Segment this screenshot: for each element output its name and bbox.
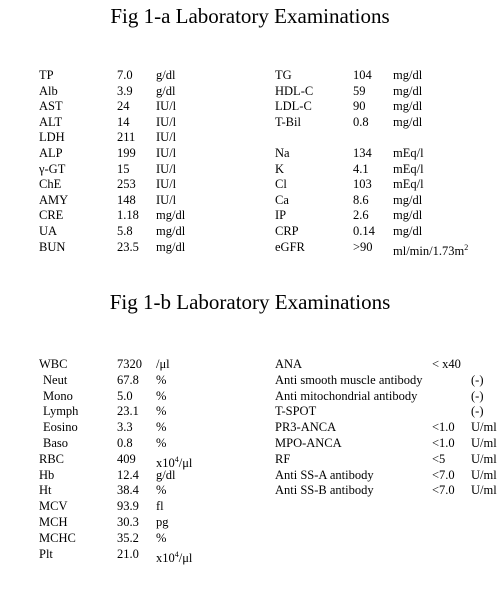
lab-unit-text: mg/dl xyxy=(393,68,423,82)
lab-unit xyxy=(156,499,164,515)
lab-unit-text: % xyxy=(156,388,167,403)
lab-test-name: PR3-ANCA xyxy=(275,420,337,435)
lab-value: 103 xyxy=(353,177,372,192)
lab-unit-suffix: /μl xyxy=(178,455,193,470)
lab-test-name: CRE xyxy=(39,208,64,223)
lab-test-name: Anti mitochondrial antibody xyxy=(275,388,418,403)
lab-value: 67.8 xyxy=(117,372,139,387)
lab-unit-text: mg/dl xyxy=(393,223,423,238)
lab-test-name: TP xyxy=(39,68,54,82)
lab-unit xyxy=(393,115,422,131)
lab-value: 14 xyxy=(117,114,130,129)
lab-unit-text: IU/l xyxy=(156,177,177,192)
lab-test-name: MCHC xyxy=(39,530,76,545)
unit-superscript: 4 xyxy=(174,549,179,559)
lab-unit xyxy=(156,224,185,240)
lab-test-name: Alb xyxy=(39,83,58,98)
lab-unit xyxy=(156,99,176,115)
unit-superscript: 2 xyxy=(464,242,469,252)
lab-unit-text: x10 xyxy=(156,455,175,470)
lab-value: 3.3 xyxy=(117,420,133,435)
lab-value: 59 xyxy=(353,83,366,98)
lab-unit xyxy=(393,193,422,209)
unit-superscript: 4 xyxy=(174,454,179,464)
lab-unit xyxy=(393,240,468,260)
lab-unit-text: g/dl xyxy=(156,467,176,482)
lab-value: 38.4 xyxy=(117,483,139,498)
lab-unit-text: % xyxy=(156,483,167,498)
lab-value: 21.0 xyxy=(117,546,139,561)
lab-unit-text: % xyxy=(156,372,167,387)
lab-unit-text: U/ml xyxy=(471,451,497,466)
lab-unit xyxy=(393,99,422,115)
lab-test-name: Eosino xyxy=(43,420,78,435)
lab-unit xyxy=(156,468,175,484)
lab-test-name: Anti smooth muscle antibody xyxy=(275,372,423,387)
lab-unit xyxy=(156,130,176,146)
lab-unit-text: pg xyxy=(156,514,169,529)
lab-unit-text: g/dl xyxy=(156,68,176,82)
lab-unit xyxy=(471,436,497,452)
lab-value: (-) xyxy=(471,388,484,403)
lab-test-name: T-SPOT xyxy=(275,404,317,419)
lab-test-name: BUN xyxy=(39,239,66,254)
lab-value: < x40 xyxy=(432,357,461,371)
lab-unit-text: % xyxy=(156,420,167,435)
lab-unit-text: mg/dl xyxy=(393,192,423,207)
lab-unit xyxy=(156,240,185,256)
lab-test-name: CRP xyxy=(275,223,299,238)
lab-test-name: Hb xyxy=(39,467,55,482)
lab-value: 0.14 xyxy=(353,223,375,238)
lab-unit-text: mEq/l xyxy=(393,177,424,192)
lab-unit-text: g/dl xyxy=(156,83,176,98)
lab-test-name: ChE xyxy=(39,177,62,192)
lab-value: 35.2 xyxy=(117,530,139,545)
lab-unit xyxy=(156,483,166,499)
lab-unit-text: U/ml xyxy=(471,483,497,498)
lab-test-name: eGFR xyxy=(275,239,305,254)
lab-unit-text: IU/l xyxy=(156,161,177,176)
lab-value: 3.9 xyxy=(117,83,133,98)
lab-unit xyxy=(156,373,166,389)
lab-value: 93.9 xyxy=(117,499,139,514)
lab-value: 2.6 xyxy=(353,208,369,223)
lab-unit xyxy=(393,84,422,100)
lab-value: 148 xyxy=(117,192,136,207)
lab-unit xyxy=(156,547,192,567)
lab-test-name: AST xyxy=(39,99,63,114)
lab-unit xyxy=(156,357,170,373)
lab-unit xyxy=(156,162,176,178)
lab-unit xyxy=(156,420,166,436)
lab-unit xyxy=(156,177,176,193)
lab-value: 24 xyxy=(117,99,130,114)
lab-test-name: ANA xyxy=(275,357,303,371)
lab-unit-suffix: /μl xyxy=(178,550,193,565)
lab-unit xyxy=(471,483,497,499)
lab-test-name: Ca xyxy=(275,192,289,207)
lab-unit-text: mg/dl xyxy=(393,114,423,129)
lab-unit xyxy=(156,404,166,420)
lab-test-name: LDL-C xyxy=(275,99,312,114)
lab-unit xyxy=(471,452,497,468)
lab-value: 134 xyxy=(353,145,372,160)
lab-unit xyxy=(156,531,166,547)
lab-value: (-) xyxy=(471,372,484,387)
lab-unit-text: x10 xyxy=(156,550,175,565)
lab-value: 0.8 xyxy=(353,114,369,129)
lab-unit xyxy=(156,193,176,209)
lab-unit-text: mg/dl xyxy=(156,208,186,223)
lab-value: 4.1 xyxy=(353,161,369,176)
lab-value: 7320 xyxy=(117,357,142,371)
fig-1b-title: Fig 1-b Laboratory Examinations xyxy=(109,290,391,314)
lab-test-name: RF xyxy=(275,451,291,466)
lab-value: 12.4 xyxy=(117,467,139,482)
lab-test-name: ALP xyxy=(39,145,63,160)
lab-value: 211 xyxy=(117,130,136,145)
lab-unit-text: IU/l xyxy=(156,114,177,129)
lab-value: 409 xyxy=(117,451,136,466)
lab-unit-text: mg/dl xyxy=(393,208,423,223)
lab-value: <1.0 xyxy=(432,435,455,450)
lab-unit-text: IU/l xyxy=(156,99,177,114)
lab-unit-text: mEq/l xyxy=(393,145,424,160)
lab-test-name: T-Bil xyxy=(275,114,301,129)
lab-unit xyxy=(156,146,176,162)
lab-value: <1.0 xyxy=(432,420,455,435)
lab-test-name: ALT xyxy=(39,114,63,129)
lab-value: 5.8 xyxy=(117,223,133,238)
lab-unit xyxy=(156,208,185,224)
lab-value: 23.1 xyxy=(117,404,139,419)
lab-unit xyxy=(393,208,422,224)
lab-test-name: MPO-ANCA xyxy=(275,435,342,450)
lab-unit-text: U/ml xyxy=(471,467,497,482)
lab-unit xyxy=(393,162,424,178)
lab-test-name: LDH xyxy=(39,130,65,145)
lab-value: <7.0 xyxy=(432,483,455,498)
lab-unit xyxy=(471,468,497,484)
lab-unit-text: % xyxy=(156,404,167,419)
lab-unit xyxy=(156,436,166,452)
lab-unit-text: IU/l xyxy=(156,145,177,160)
lab-unit xyxy=(156,515,169,531)
lab-unit-text: IU/l xyxy=(156,130,177,145)
lab-value: 30.3 xyxy=(117,514,139,529)
lab-test-name: Baso xyxy=(43,435,68,450)
lab-unit-text: mg/dl xyxy=(156,239,186,254)
lab-test-name: Neut xyxy=(43,372,68,387)
lab-value: 5.0 xyxy=(117,388,133,403)
lab-unit-text: IU/l xyxy=(156,192,177,207)
lab-unit xyxy=(156,68,175,84)
lab-value: 1.18 xyxy=(117,208,139,223)
lab-test-name: UA xyxy=(39,223,58,238)
lab-value: 90 xyxy=(353,99,366,114)
lab-test-name: MCH xyxy=(39,514,68,529)
lab-unit xyxy=(156,389,166,405)
lab-unit-text: mg/dl xyxy=(393,99,423,114)
lab-unit xyxy=(471,420,497,436)
lab-value: >90 xyxy=(353,239,373,254)
lab-test-name: K xyxy=(275,161,285,176)
lab-test-name: Cl xyxy=(275,177,287,192)
lab-value: 199 xyxy=(117,145,136,160)
lab-value: 8.6 xyxy=(353,192,369,207)
lab-test-name: Anti SS-B antibody xyxy=(275,483,374,498)
lab-unit-text: % xyxy=(156,435,167,450)
lab-unit xyxy=(393,146,424,162)
lab-unit xyxy=(156,84,175,100)
lab-test-name: AMY xyxy=(39,192,69,207)
lab-test-name: IP xyxy=(275,208,287,223)
lab-value: 15 xyxy=(117,161,130,176)
fig-1a-title: Fig 1-a Laboratory Examinations xyxy=(110,4,390,28)
lab-unit-text: /μl xyxy=(156,357,170,371)
lab-test-name: RBC xyxy=(39,451,65,466)
lab-test-name: MCV xyxy=(39,499,68,514)
lab-unit-text: U/ml xyxy=(471,435,497,450)
lab-unit-text: mEq/l xyxy=(393,161,424,176)
lab-test-name: Lymph xyxy=(43,404,79,419)
lab-unit-text: U/ml xyxy=(471,420,497,435)
lab-unit-text: fl xyxy=(156,499,164,514)
lab-value: (-) xyxy=(471,404,484,419)
lab-unit-text: % xyxy=(156,530,167,545)
lab-test-name: Anti SS-A antibody xyxy=(275,467,374,482)
lab-test-name: HDL-C xyxy=(275,83,314,98)
lab-test-name: Plt xyxy=(39,546,53,561)
lab-value: <5 xyxy=(432,451,446,466)
lab-test-name: Mono xyxy=(43,388,73,403)
lab-value: 7.0 xyxy=(117,68,133,82)
lab-test-name: WBC xyxy=(39,357,68,371)
lab-test-name: TG xyxy=(275,68,292,82)
lab-value: 104 xyxy=(353,68,372,82)
lab-test-name: γ-GT xyxy=(39,161,66,176)
lab-unit xyxy=(393,68,422,84)
lab-unit-text: mg/dl xyxy=(156,223,186,238)
lab-unit xyxy=(393,177,424,193)
lab-value: 23.5 xyxy=(117,239,139,254)
lab-value: <7.0 xyxy=(432,467,455,482)
lab-unit-text: ml/min/1.73m xyxy=(393,243,465,258)
lab-unit xyxy=(156,115,176,131)
lab-unit xyxy=(393,224,422,240)
lab-value: 253 xyxy=(117,177,136,192)
lab-test-name: Ht xyxy=(39,483,52,498)
lab-unit-text: mg/dl xyxy=(393,83,423,98)
lab-test-name: Na xyxy=(275,145,290,160)
lab-value: 0.8 xyxy=(117,435,133,450)
